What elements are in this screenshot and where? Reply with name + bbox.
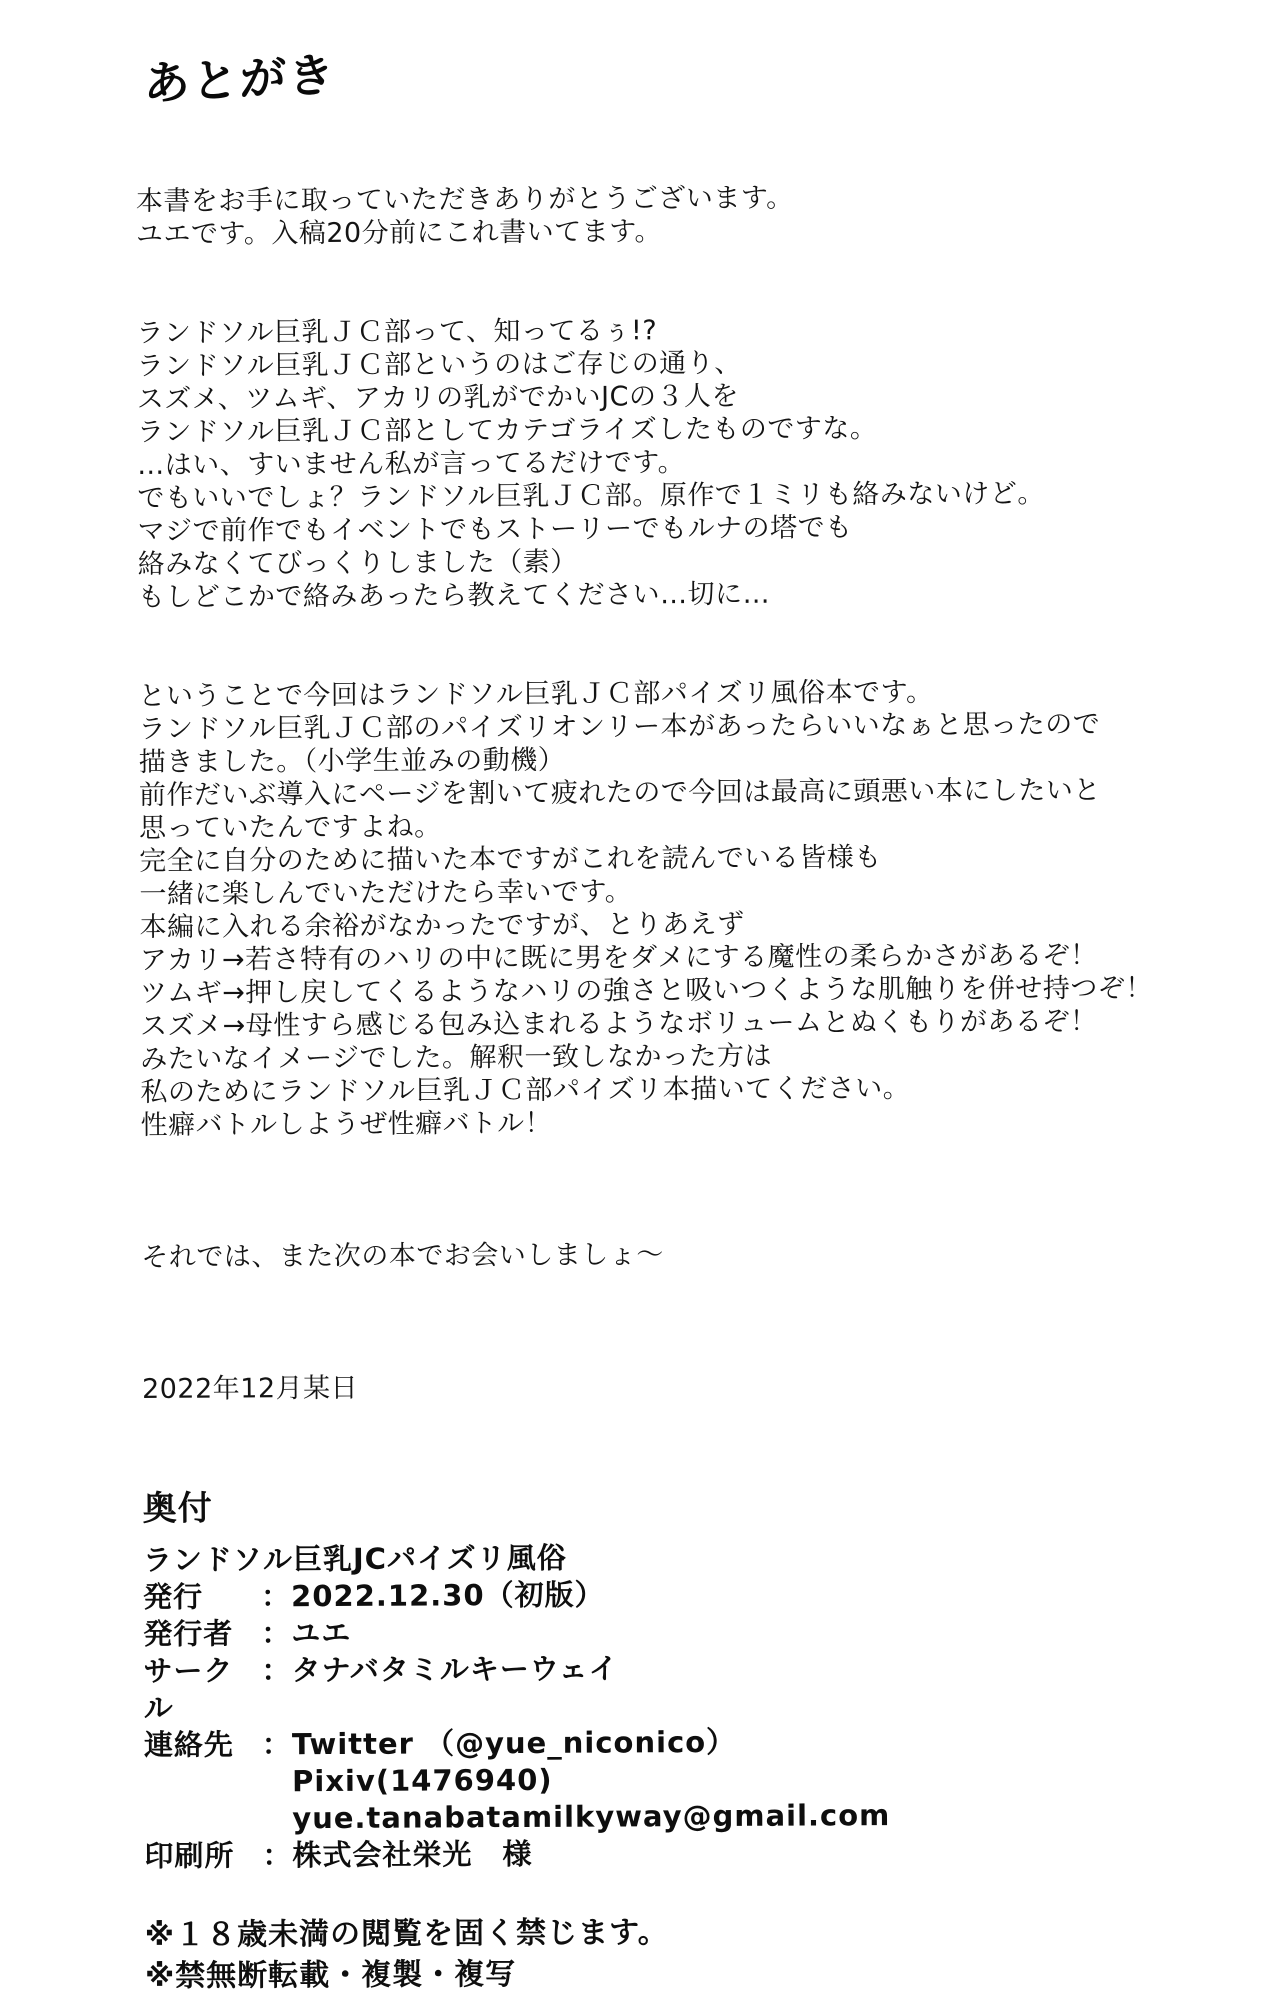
colophon-separator: ： (262, 1838, 293, 1873)
colophon-separator: ： (261, 1616, 292, 1651)
afterword-body (136, 146, 1223, 1439)
colophon-value: タナバタミルキーウェイ (291, 1651, 619, 1688)
notice-no-reproduction: ※禁無断転載・複製・複写 (145, 1957, 517, 1994)
notice-age-restriction: ※１８歳未満の閲覧を固く禁じます。 (144, 1915, 669, 1953)
afterword-paragraph-intro: ランドソル巨乳ＪＣ部って、知ってるぅ!? ランドソル巨乳ＪＣ部というのはご存じの通り、 スズメ、ツムギ、アカリの乳がでかいJCの３人を ランドソル巨乳ＪＣ部としてカテゴライズしたものですな。 …はい、すいません私が言ってるだけです。 でもいいでしょ？ランドソル巨乳ＪＣ部。原作で１ミリも絡みないけど。 マジで前作でもイベントでもストーリーでもルナの塔でも 絡みなくてびっくりしました（素） もしどこかで絡みあったら教えてください…切に… (136, 315, 1045, 613)
colophon-value: 2022.12.30（初版） (291, 1577, 605, 1614)
colophon-value-pixiv: Pixiv(1476940) (291, 1762, 553, 1799)
colophon-label: 発行者 (143, 1616, 234, 1651)
colophon-value: ユエ (291, 1615, 352, 1651)
colophon-row-contact (144, 1721, 1224, 1764)
colophon-body (143, 1536, 1225, 1875)
colophon-separator: ： (261, 1653, 292, 1688)
page-content (135, 42, 1225, 1997)
afterword-date: 2022年12月某日 (141, 1372, 359, 1405)
colophon-row-published (143, 1573, 1223, 1616)
colophon-row-contact-pixiv (144, 1758, 1224, 1801)
colophon-row-publisher (143, 1610, 1223, 1653)
colophon-label: サークル (143, 1653, 234, 1725)
colophon-label: 発行 (143, 1579, 204, 1614)
colophon-value-email: yue.tanabatamilkyway@gmail.com (292, 1798, 891, 1836)
colophon-separator: ： (261, 1579, 292, 1614)
colophon-label: 印刷所 (144, 1838, 235, 1873)
colophon-label: 連絡先 (143, 1727, 234, 1762)
colophon-value: 株式会社栄光 様 (292, 1836, 533, 1873)
colophon-book-title: ランドソル巨乳JCパイズリ風俗 (142, 1540, 567, 1577)
colophon-value-twitter: Twitter （@yue_niconico） (291, 1724, 737, 1762)
afterword-paragraph-farewell: それでは、また次の本でお会いしましょ～ (141, 1239, 664, 1273)
colophon-row-circle (143, 1647, 1223, 1727)
notices (145, 1909, 1225, 1997)
afterword-heading: あとがき (143, 47, 337, 111)
colophon-separator: ： (261, 1727, 292, 1762)
afterword-paragraph-main: ということで今回はランドソル巨乳ＪＣ部パイズリ風俗本です。 ランドソル巨乳ＪＣ部のパイズリオンリー本があったらいいなぁと思ったので 描きました。（小学生並みの動機） 前作だいぶ導入にページを割いて疲れたので今回は最高に頭悪い本にしたいと 思っていたんですよね。 完全に自分のために描いた本ですがこれを読んでいる皆様も 一緒に楽しんでいただけたら幸いです。 本編に入れる余裕がなかったですが、とりあえず アカリ→若さ特有のハリの中に既に男をダメにする魔性の柔らかさがあるぞ！ ツムギ→押し戻してくるようなハリの強さと吸いつくような肌触りを併せ持つぞ！ スズメ→母性すら感じる包み込まれるようなボリュームとぬくもりがあるぞ！ みたいなイメージでした。解釈一致しなかった方は 私のためにランドソル巨乳ＪＣ部パイズリ本描いてください。 性癖バトルしようぜ性癖バトル！ (138, 676, 1153, 1141)
afterword-paragraph-greeting: 本書をお手に取っていただきありがとうございます。 ユエです。入稿20分前にこれ書いてます。 (135, 182, 794, 250)
colophon-section (143, 1475, 1226, 1997)
colophon-row-contact-email (144, 1795, 1224, 1838)
colophon-row-printer (144, 1832, 1224, 1875)
colophon-heading: 奥付 (142, 1488, 213, 1529)
